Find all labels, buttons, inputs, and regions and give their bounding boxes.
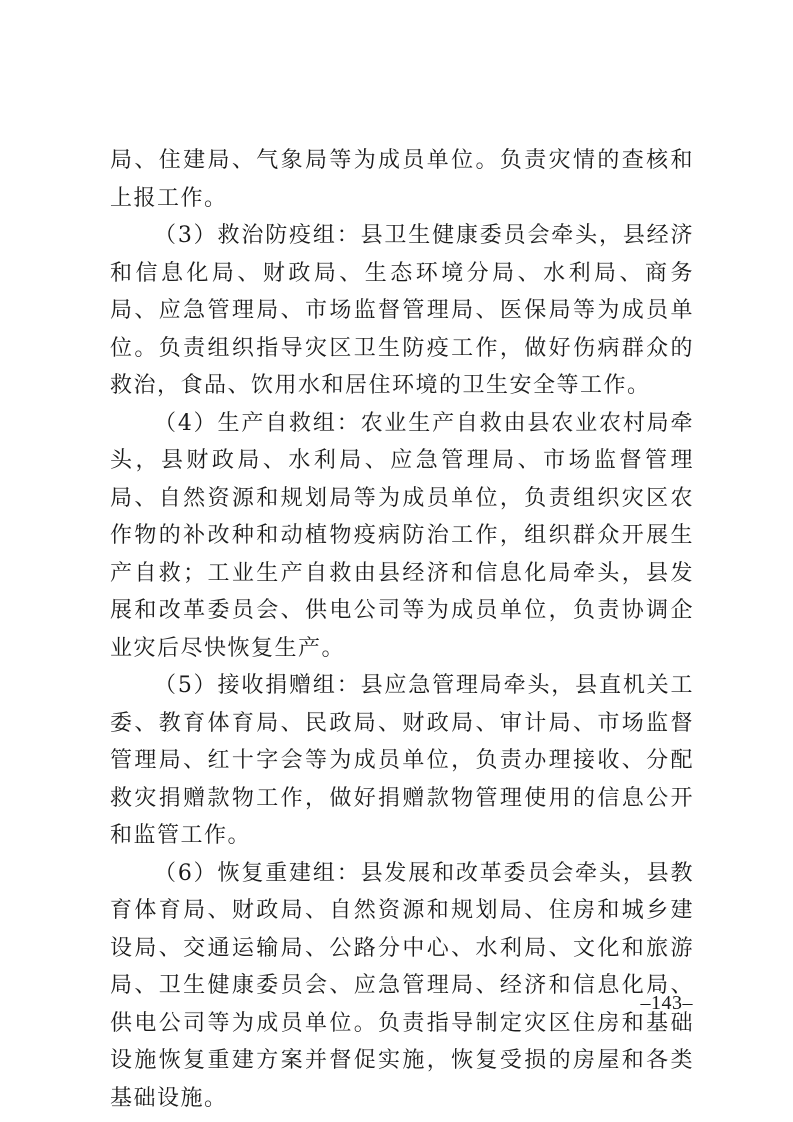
paragraph-donation-receiving-group: （5）接收捐赠组：县应急管理局牵头，县直机关工委、教育体育局、民政局、财政局、审计局、市场监督管理局、红十字会等为成员单位，负责办理接收、分配救灾捐赠款物工作，做好捐赠款物管理使用的信息公开和监管工作。 (110, 673, 694, 848)
page-number: –143– (640, 992, 693, 1014)
paragraph-treatment-epidemic-group: （3）救治防疫组：县卫生健康委员会牵头，县经济和信息化局、财政局、生态环境分局、水利局、商务局、应急管理局、市场监督管理局、医保局等为成员单位。负责组织指导灾区卫生防疫工作，做好伤病群众的救治，食品、饮用水和居住环境的卫生安全等工作。 (110, 223, 694, 398)
paragraph-recovery-reconstruction-group: （6）恢复重建组：县发展和改革委员会牵头，县教育体育局、财政局、自然资源和规划局、住房和城乡建设局、交通运输局、公路分中心、水利局、文化和旅游局、卫生健康委员会、应急管理局、经济和信息化局、供电公司等为成员单位。负责指导制定灾区住房和基础设施恢复重建方案并督促实施，恢复受损的房屋和各类基础设施。 (110, 860, 694, 1111)
paragraph-continuation: 局、住建局、气象局等为成员单位。负责灾情的查核和上报工作。 (110, 148, 694, 211)
paragraph-production-self-rescue-group: （4）生产自救组：农业生产自救由县农业农村局牵头，县财政局、水利局、应急管理局、市场监督管理局、自然资源和规划局等为成员单位，负责组织灾区农作物的补改种和动植物疫病防治工作，组织群众开展生产自救；工业生产自救由县经济和信息化局牵头，县发展和改革委员会、供电公司等为成员单位，负责协调企业灾后尽快恢复生产。 (110, 410, 694, 661)
body-text (110, 142, 694, 1117)
